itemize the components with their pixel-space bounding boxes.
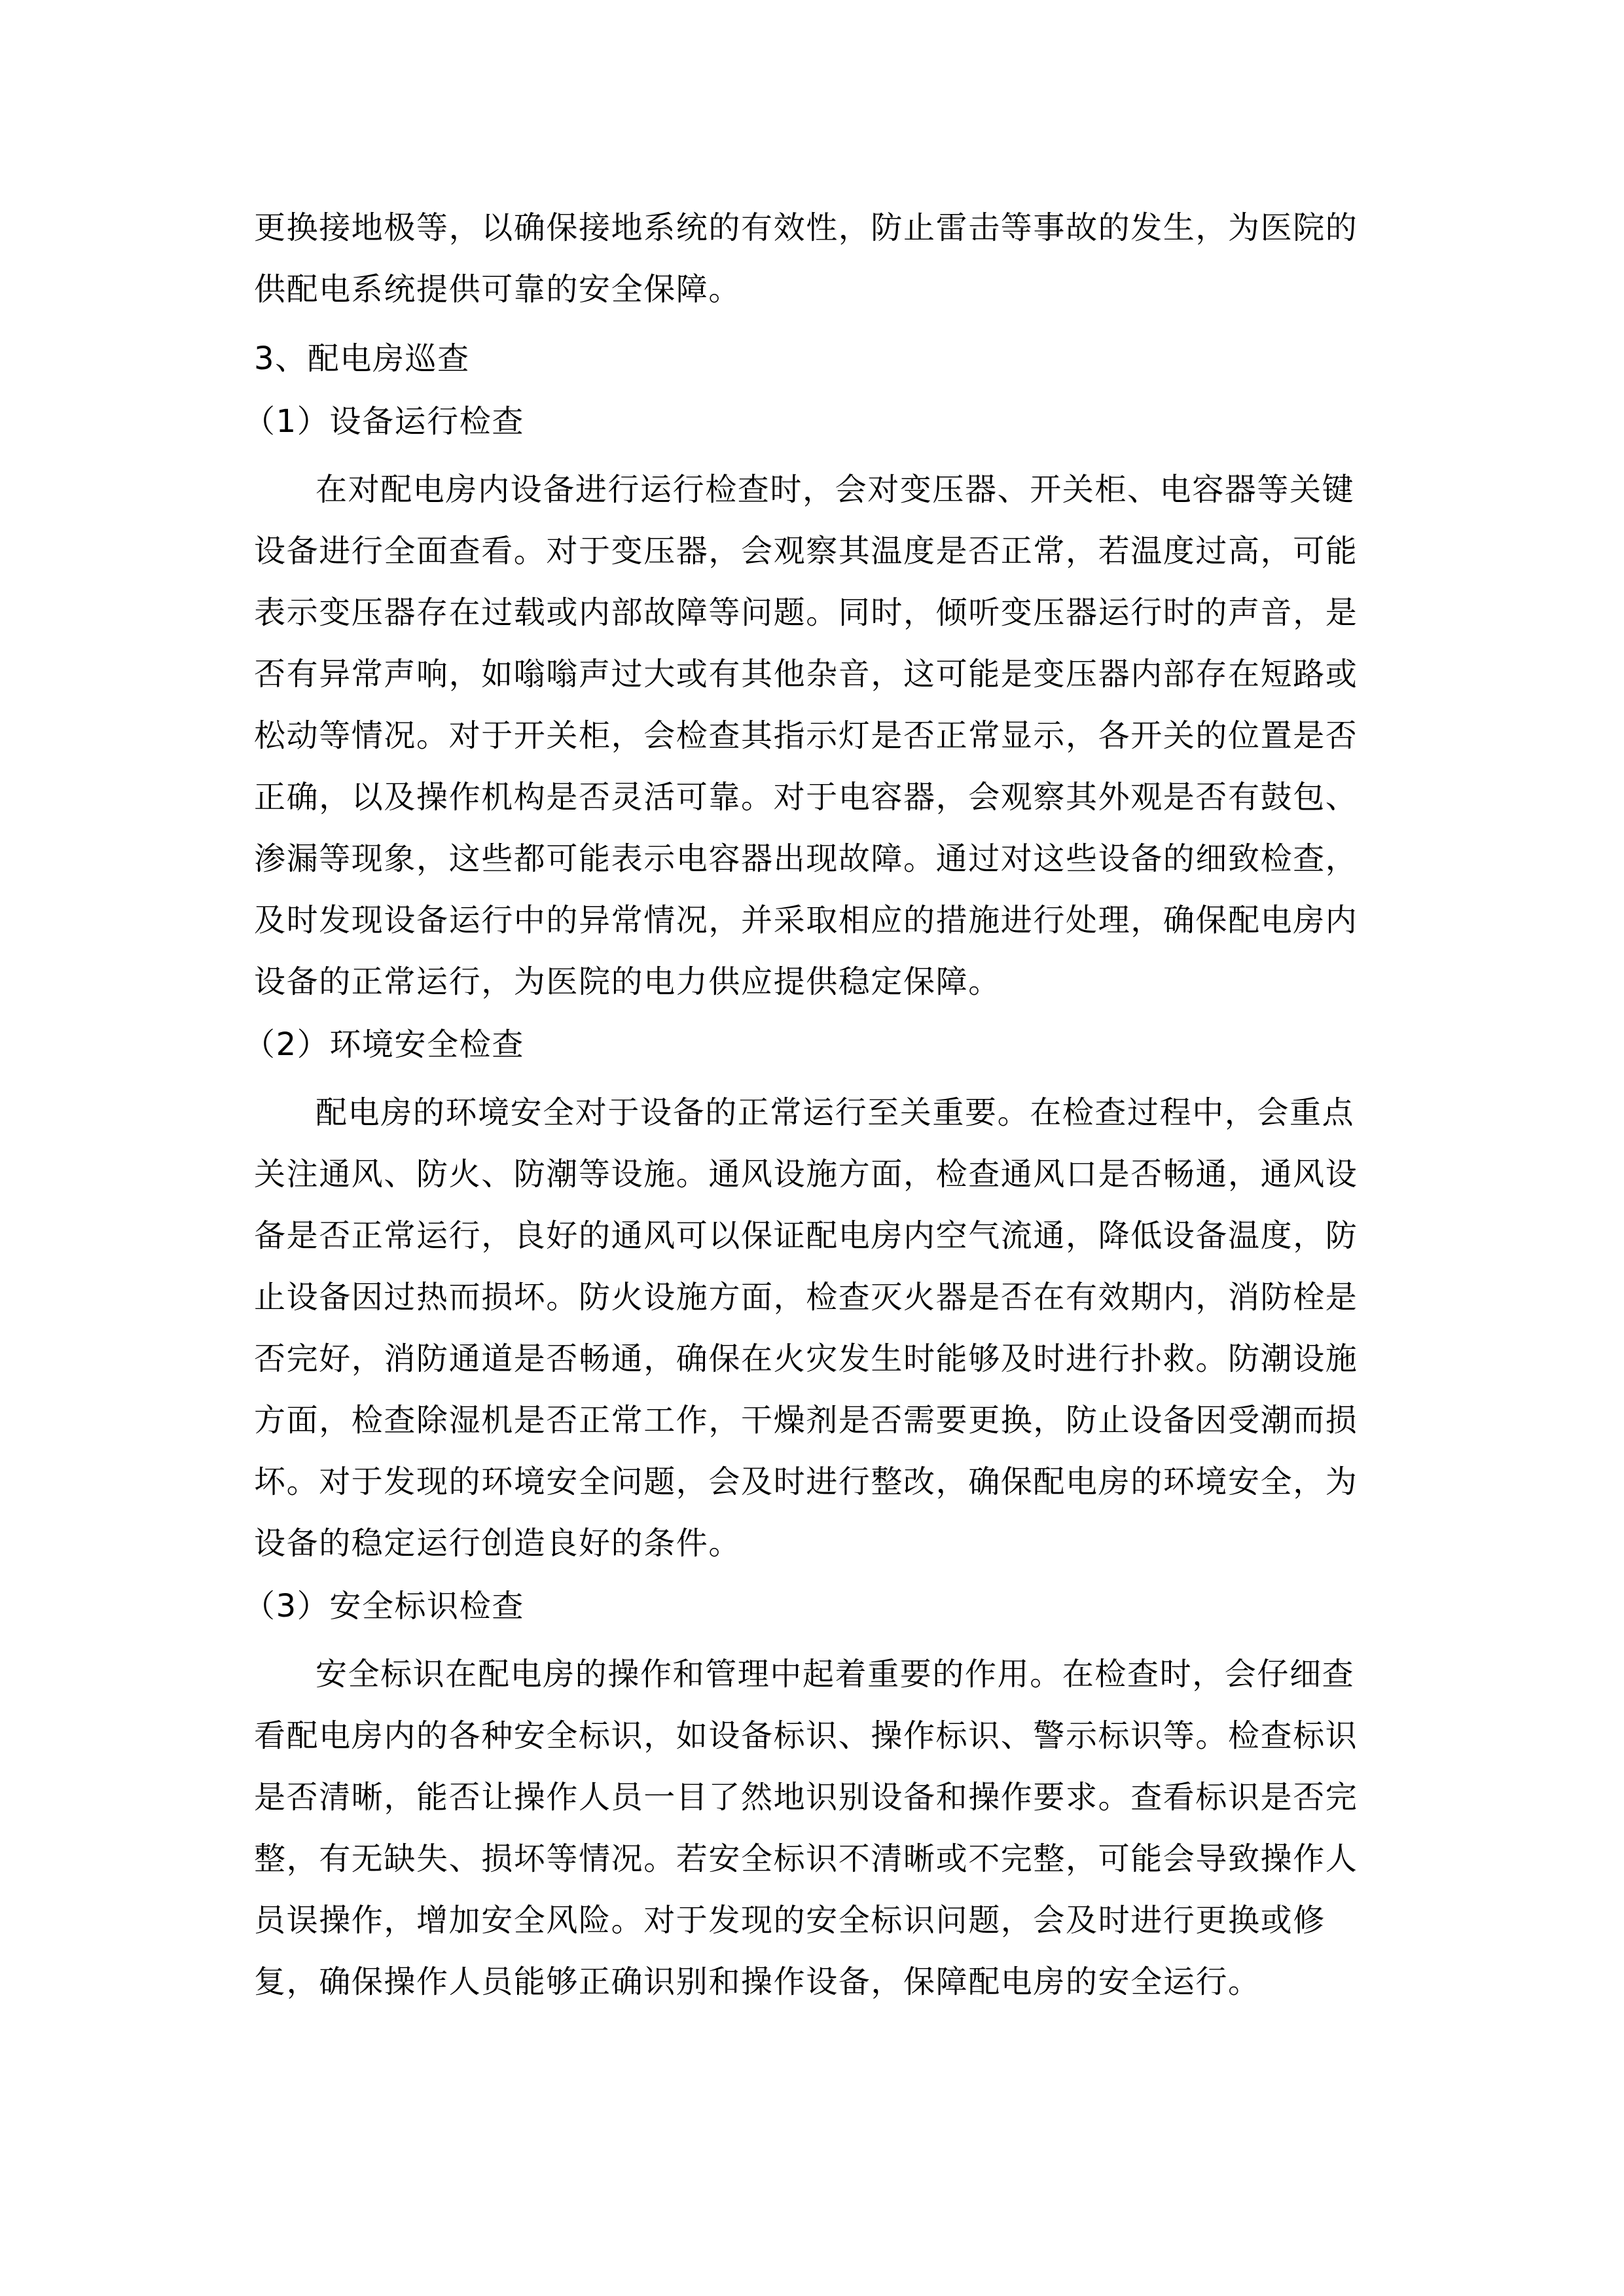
subsection-3-line-4: 整，有无缺失、损坏等情况。若安全标识不清晰或不完整，可能会导致操作人: [254, 1840, 1358, 1877]
subsection-2-line-7: 坏。对于发现的环境安全问题，会及时进行整改，确保配电房的环境安全，为: [254, 1463, 1358, 1500]
subsection-1-line-4: 否有异常声响，如嗡嗡声过大或有其他杂音，这可能是变压器内部存在短路或: [254, 656, 1358, 692]
subsection-1-line-1: 在对配电房内设备进行运行检查时，会对变压器、开关柜、电容器等关键: [316, 471, 1355, 508]
subsection-3-line-5: 员误操作，增加安全风险。对于发现的安全标识问题，会及时进行更换或修: [254, 1902, 1326, 1939]
subsection-1-line-7: 渗漏等现象，这些都可能表示电容器出现故障。通过对这些设备的细致检查，: [254, 840, 1358, 877]
subsection-2-line-8: 设备的稳定运行创造良好的条件。: [254, 1525, 742, 1562]
subsection-3-line-2: 看配电房内的各种安全标识，如设备标识、操作标识、警示标识等。检查标识: [254, 1717, 1358, 1754]
subsection-2-heading: （2）环境安全检查: [244, 1026, 524, 1063]
subsection-2-line-1: 配电房的环境安全对于设备的正常运行至关重要。在检查过程中，会重点: [316, 1094, 1355, 1131]
subsection-2-line-3: 备是否正常运行，良好的通风可以保证配电房内空气流通，降低设备温度，防: [254, 1217, 1358, 1254]
subsection-1-line-5: 松动等情况。对于开关柜，会检查其指示灯是否正常显示，各开关的位置是否: [254, 717, 1358, 754]
subsection-2-line-5: 否完好，消防通道是否畅通，确保在火灾发生时能够及时进行扑救。防潮设施: [254, 1340, 1358, 1377]
subsection-2-line-4: 止设备因过热而损坏。防火设施方面，检查灭火器是否在有效期内，消防栓是: [254, 1279, 1358, 1316]
intro-line-1: 更换接地极等，以确保接地系统的有效性，防止雷击等事故的发生，为医院的: [254, 209, 1358, 246]
subsection-2-line-6: 方面，检查除湿机是否正常工作，干燥剂是否需要更换，防止设备因受潮而损: [254, 1402, 1358, 1439]
section-heading: 3、配电房巡查: [254, 340, 470, 377]
subsection-2-line-2: 关注通风、防火、防潮等设施。通风设施方面，检查通风口是否畅通，通风设: [254, 1156, 1358, 1193]
subsection-1-line-2: 设备进行全面查看。对于变压器，会观察其温度是否正常，若温度过高，可能: [254, 533, 1358, 569]
intro-line-2: 供配电系统提供可靠的安全保障。: [254, 271, 742, 308]
subsection-3-line-1: 安全标识在配电房的操作和管理中起着重要的作用。在检查时，会仔细查: [316, 1656, 1355, 1693]
subsection-3-line-3: 是否清晰，能否让操作人员一目了然地识别设备和操作要求。查看标识是否完: [254, 1779, 1358, 1816]
subsection-1-line-3: 表示变压器存在过载或内部故障等问题。同时，倾听变压器运行时的声音，是: [254, 594, 1358, 631]
subsection-1-heading: （1）设备运行检查: [244, 403, 524, 440]
subsection-3-line-6: 复，确保操作人员能够正确识别和操作设备，保障配电房的安全运行。: [254, 1964, 1261, 2000]
subsection-1-line-6: 正确，以及操作机构是否灵活可靠。对于电容器，会观察其外观是否有鼓包、: [254, 779, 1358, 816]
subsection-1-line-9: 设备的正常运行，为医院的电力供应提供稳定保障。: [254, 963, 1001, 1000]
subsection-3-heading: （3）安全标识检查: [244, 1588, 524, 1624]
subsection-1-line-8: 及时发现设备运行中的异常情况，并采取相应的措施进行处理，确保配电房内: [254, 902, 1358, 939]
